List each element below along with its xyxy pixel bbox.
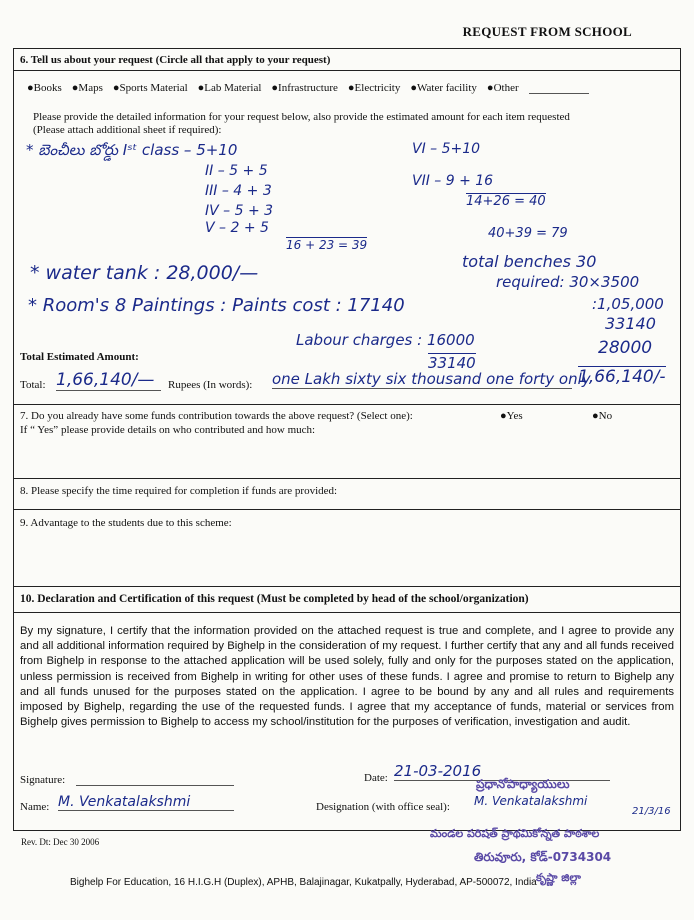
option-electricity[interactable]: ●Electricity (347, 82, 401, 94)
rupees-label: Rupees (In words): (168, 379, 253, 391)
hand-rooms-paintings: * Room's 8 Paintings : Paints cost : 17140 (28, 295, 405, 316)
total-amount-field[interactable]: 1,66,140/— (56, 370, 161, 391)
hand-painting-subtotal: 33140 (428, 354, 476, 372)
section10-heading: 10. Declaration and Certification of this request (Must be completed by head of the school/organization) (20, 593, 529, 605)
hand-calc-water: 28000 (598, 338, 653, 358)
revision-date: Rev. Dt: Dec 30 2006 (21, 837, 100, 847)
option-water-facility[interactable]: ●Water facility (410, 82, 477, 94)
request-options (27, 82, 589, 94)
hand-calc-benches: :1,05,000 (592, 295, 664, 313)
option-other[interactable]: ●Other (486, 82, 519, 94)
section6-heading: 6. Tell us about your request (Circle all that apply to your request) (20, 54, 331, 66)
hand-water-tank: * water tank : 28,000/— (30, 262, 259, 284)
divider (13, 509, 681, 510)
hand-class3: III – 4 + 3 (205, 183, 272, 199)
section7-question: 7. Do you already have some funds contribution towards the above request? (Select one): (20, 410, 413, 422)
divider (13, 404, 681, 405)
hand-class4: IV – 5 + 3 (205, 203, 274, 219)
date-label: Date: (364, 772, 388, 784)
hand-required: required: 30×3500 (496, 273, 640, 291)
page-title: REQUEST FROM SCHOOL (462, 24, 632, 39)
hand-labour-charges: Labour charges : 16000 (296, 331, 475, 349)
hand-total-benches: total benches 30 (462, 252, 597, 271)
option-infrastructure[interactable]: ●Infrastructure (271, 82, 338, 94)
option-maps[interactable]: ●Maps (71, 82, 103, 94)
office-seal-title: ప్రధానోపాధ్యాయులు (476, 777, 570, 791)
hand-class7: VII – 9 + 16 (412, 173, 494, 189)
name-field[interactable]: M. Venkatalakshmi (58, 794, 234, 811)
office-seal-district: కృష్ణా జిల్లా (536, 871, 581, 884)
hand-class6: VI – 5+10 (412, 141, 481, 157)
total-label: Total: (20, 379, 46, 391)
hand-sum-all: 40+39 = 79 (488, 226, 568, 241)
other-blank[interactable] (529, 82, 589, 94)
section8-question: 8. Please specify the time required for completion if funds are provided: (20, 485, 338, 497)
office-seal-code: తిరువూరు, కోడ్-0734304 (474, 850, 612, 864)
option-books[interactable]: ●Books (27, 82, 62, 94)
hand-benches-class1: * బెంచీలు బోర్డు Iˢᵗ class – 5+10 (26, 141, 238, 159)
option-yes[interactable]: ●Yes (500, 410, 523, 422)
instruction-line-2: (Please attach additional sheet if required): (33, 124, 222, 136)
seal-date: 21/3/16 (632, 806, 671, 817)
designation-label: Designation (with office seal): (316, 801, 450, 813)
rupees-words-field[interactable]: one Lakh sixty six thousand one forty only (272, 370, 591, 388)
divider (13, 612, 681, 613)
total-estimated-label: Total Estimated Amount: (20, 351, 139, 363)
instruction-line-1: Please provide the detailed information for your request below, also provide the estimated amount for each item requested (33, 111, 570, 123)
divider (13, 70, 681, 71)
name-label: Name: (20, 801, 50, 813)
hand-calc-painting: 33140 (605, 314, 656, 333)
option-lab-material[interactable]: ●Lab Material (197, 82, 262, 94)
footer-address: Bighelp For Education, 16 H.I.G.H (Duplex), APHB, Balajinagar, Kukatpally, Hyderabad, AP-500072, India (70, 877, 537, 888)
date-field[interactable]: 21-03-2016 (394, 762, 610, 781)
divider (13, 478, 681, 479)
declaration-text: By my signature, I certify that the information provided on the attached request is true and complete, and I agree to provide any and all additional information required by Bighelp in the consideration of my request. I further certify that any and all funds received from Bighelp in response to the attached application will be used solely, fully and only for the purposes stated on the application, unless permission is received from Bighelp in writing for other uses of these funds. I agree and promise to return to Bighelp any and all funds unused for the purposes stated on the application. I agree to be bound by any and all rules and requirements imposed by Bighelp, regarding the use of the requested funds. I agree that my acceptance of funds, material or services from Bighelp gives permission to Bighelp to access my school/institution for the purposes of verification, investigation and audit. (20, 625, 674, 729)
signature-field[interactable] (76, 772, 234, 786)
signature-label: Signature: (20, 774, 66, 786)
designation-signature: M. Venkatalakshmi (474, 794, 588, 808)
hand-class2: II – 5 + 5 (205, 163, 268, 179)
option-sports-material[interactable]: ●Sports Material (112, 82, 188, 94)
option-no[interactable]: ●No (592, 410, 613, 422)
hand-class5: V – 2 + 5 (205, 220, 269, 236)
office-seal-school: మండల పరిషత్ ప్రాథమికోన్నత పాఠశాల (430, 827, 600, 840)
section9-question: 9. Advantage to the students due to this scheme: (20, 517, 232, 529)
section7-detail: If “ Yes” please provide details on who contributed and how much: (20, 424, 316, 436)
hand-grand-total: 1,66,140/- (578, 367, 666, 387)
hand-sum-1-5: 16 + 23 = 39 (286, 238, 368, 252)
hand-sum-6-7: 14+26 = 40 (466, 194, 546, 209)
divider (13, 586, 681, 587)
